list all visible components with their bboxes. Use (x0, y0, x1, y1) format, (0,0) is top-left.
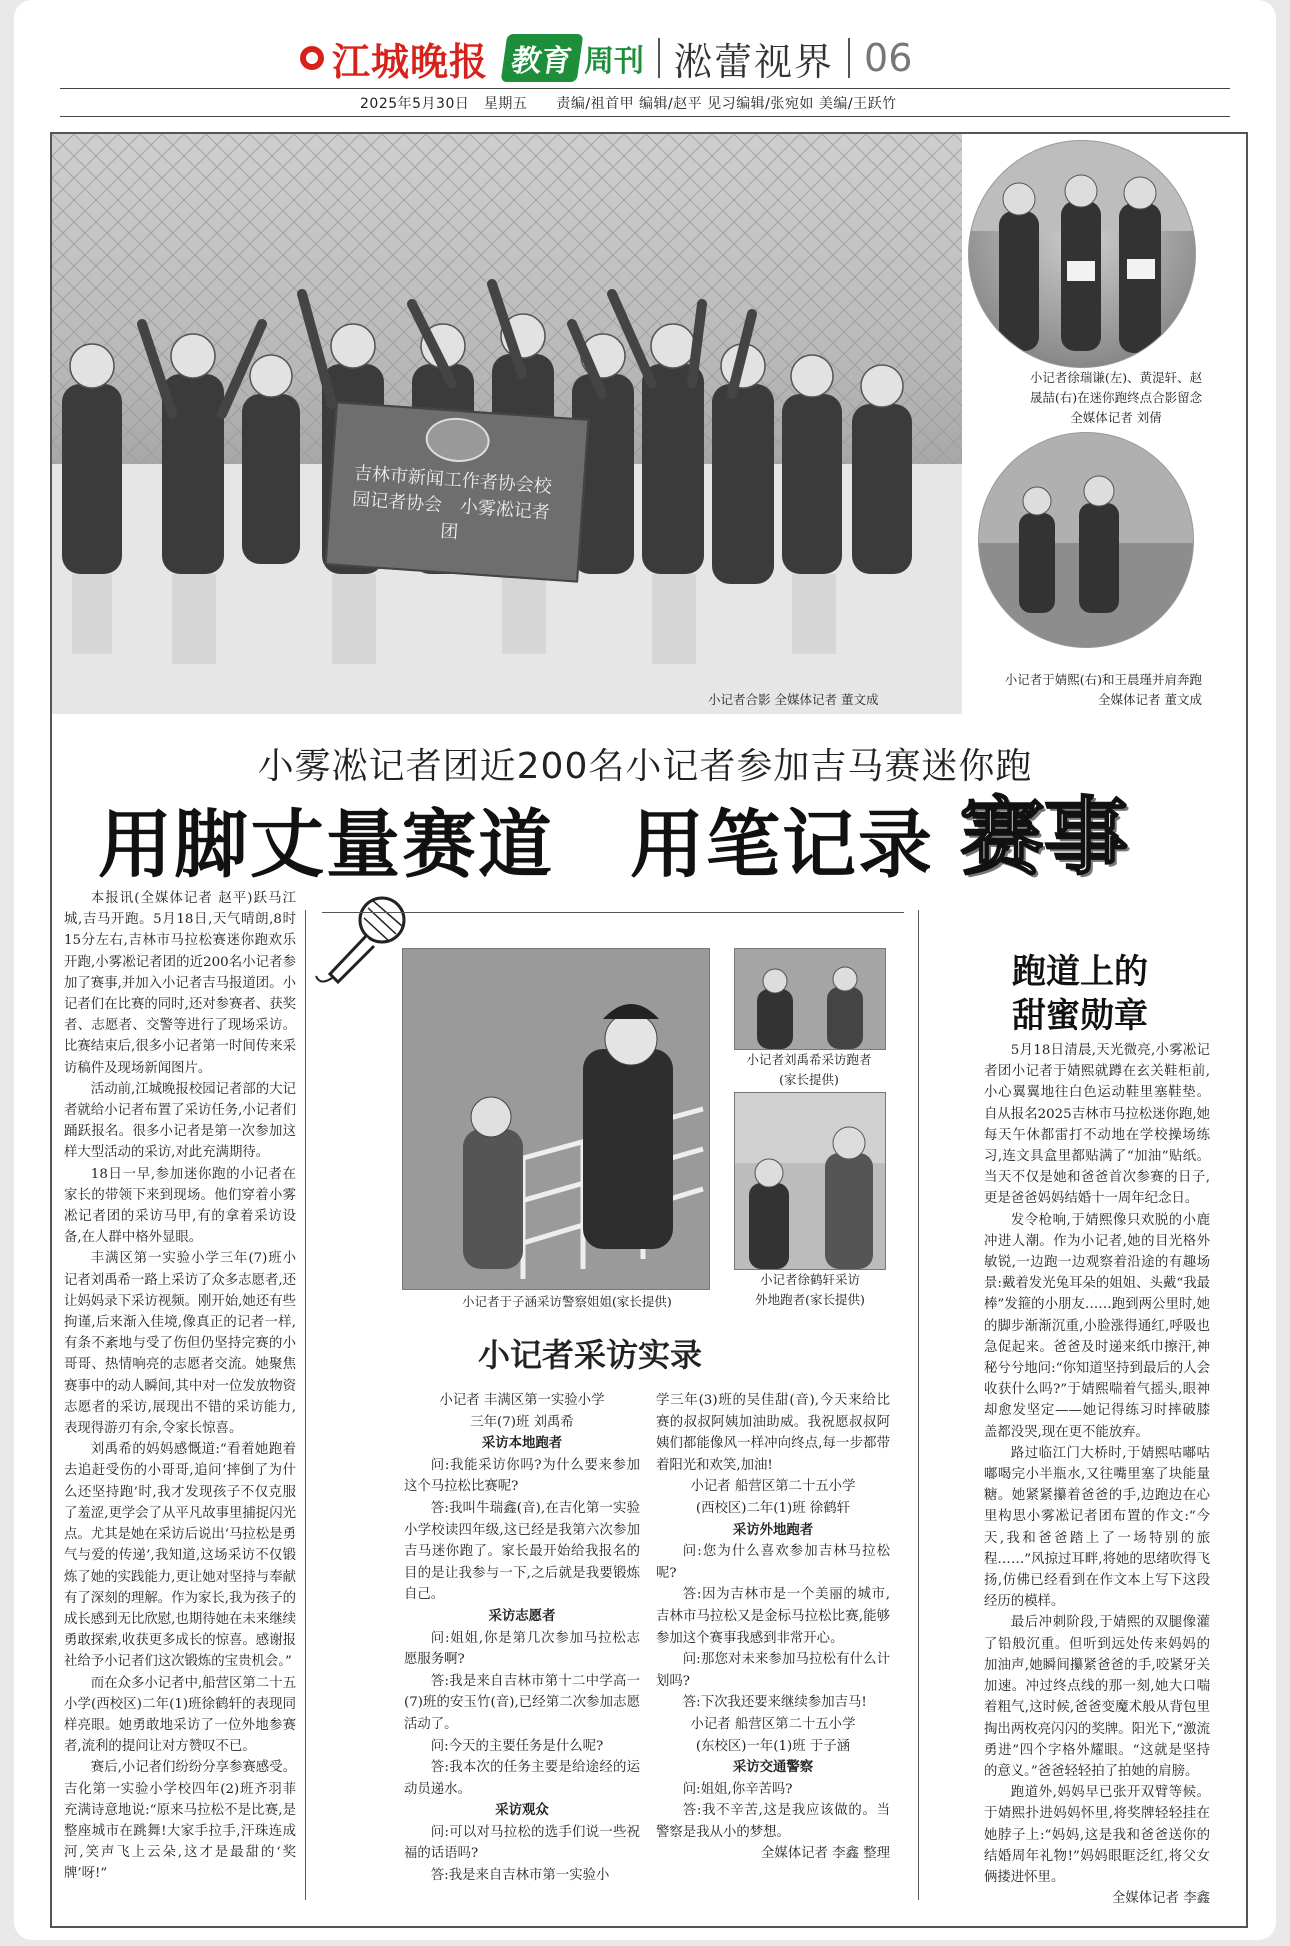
column-divider (305, 910, 306, 1900)
dateline: 2025年5月30日 星期五 责编/祖首甲 编辑/赵平 见习编辑/张宛如 美编/王跃竹 (360, 96, 897, 112)
banner-text: 吉林市新闻工作者协会校园记者协会 小雾凇记者团 (351, 462, 553, 544)
interview-line: 问:姐姐,你是第几次参加马拉松志愿服务啊? (404, 1630, 640, 1668)
side-paragraph: 5月18日清晨,天光微亮,小雾凇记者团小记者于婧熙就蹲在玄关鞋柜前,小心翼翼地往白色运动鞋里塞鞋垫。自从报名2025吉林市马拉松迷你跑,她每天午休都雷打不动地在学校操场练习,连文具盒里都贴满了“加油”贴纸。当天不仅是她和爸爸首次参赛的日子,更是爸爸妈妈结婚十一周年纪念日。 (984, 1043, 1210, 1207)
paper-logo-icon (300, 46, 324, 70)
banner-emblem-icon (424, 416, 491, 464)
side-paragraph: 发令枪响,于婧熙像只欢脱的小鹿冲进人潮。作为小记者,她的目光格外敏锐,一边跑一边观察着沿途的有趣场景:戴着发光兔耳朵的姐姐、头戴“我最棒”发箍的小朋友……跑到两公里时,她的脚步渐渐沉重,小脸涨得通红,呼吸也急促起来。爸爸及时递来纸巾擦汗,神秘兮兮地问:“你知道坚持到最后的人会收获什么吗?”于婧熙喘着气摇头,眼神却愈发坚定——她记得练习时摔破膝盖都没哭,现在更不能放弃。 (984, 1212, 1210, 1440)
interview-col-2 (656, 1390, 890, 1865)
headline-accent: 赛事 (960, 787, 1129, 886)
photo-rb-caption-line: 小记者徐鹤轩采访 (759, 1272, 860, 1287)
interview-col-1 (404, 1390, 640, 1887)
interview-line: 问:您为什么喜欢参加吉林马拉松呢? (656, 1544, 890, 1581)
circle2-caption-line: 全媒体记者 董文成 (1098, 692, 1202, 707)
divider (658, 38, 660, 78)
interview-byline: 全媒体记者 李鑫 整理 (760, 1846, 890, 1862)
interview-subhead: 采访本地跑者 (481, 1435, 563, 1452)
article-paragraph: 赛后,小记者们纷纷分享参赛感受。吉化第一实验小学校四年(2)班齐羽菲充满诗意地说:“原来马拉松不是比赛,是整座城市在跳舞!大家手拉手,汗珠连成河,笑声飞上云朵,这才是最甜的‘奖牌’呀!” (64, 1760, 296, 1882)
interview-line: 答:我本次的任务主要是给途经的运动员递水。 (404, 1760, 640, 1797)
interview-line: 答:我叫牛瑞鑫(音),在吉化第一实验小学校读四年级,这已经是我第六次参加吉马迷你跑了。家长最开始给我报名的目的是让我参与一下,之后就是我要锻炼自己。 (404, 1500, 640, 1603)
photo-rt-caption-line: 小记者刘禹希采访跑者 (746, 1052, 872, 1067)
interview-reporter: 小记者 船营区第二十五小学 (690, 1479, 856, 1495)
interview-line: 答:我是来自吉林市第一实验小 (430, 1868, 610, 1884)
main-photo-caption: 小记者合影 全媒体记者 董文成 (708, 692, 879, 707)
paper-name: 江城晚报 (332, 38, 489, 84)
interview-subhead: 采访外地跑者 (732, 1521, 814, 1538)
edu-weekly-logo (504, 34, 644, 82)
photo-rt-caption-line: (家长提供) (779, 1072, 839, 1087)
circle1-caption-line: 晟喆(右)在迷你跑终点合影留念 (1029, 390, 1203, 405)
interview-line: 问:姐姐,你辛苦吗? (682, 1781, 793, 1797)
group-banner (325, 401, 590, 582)
circle1-caption (1010, 368, 1222, 428)
interview-reporter: 小记者 丰满区第一实验小学 (439, 1393, 605, 1408)
circle2-caption (956, 670, 1202, 710)
interview-reporter: (西校区)二年(1)班 徐鹤轩 (695, 1500, 851, 1516)
side-paragraph: 跑道外,妈妈早已张开双臂等候。于婧熙扑进妈妈怀里,将奖牌轻轻挂在她脖子上:“妈妈,这是我和爸爸送你的结婚周年礼物!”妈妈眼眶泛红,将父女俩搂进怀里。 (984, 1785, 1210, 1885)
interview-top-rule (322, 912, 904, 913)
side-title-line: 跑道上的 (1012, 952, 1148, 992)
interview-subhead: 采访志愿者 (488, 1607, 556, 1624)
runner-interview-illustration (735, 949, 885, 1049)
interview-line: 问:那您对未来参加马拉松有什么计划吗? (656, 1652, 890, 1689)
interview-reporter: 三年(7)班 刘禹希 (470, 1414, 574, 1430)
paper-logo (300, 31, 488, 86)
group-photo (52, 134, 962, 714)
headline-main: 用脚丈量赛道 用笔记录 (98, 802, 934, 888)
interview-line: 答:下次我还要来继续参加吉马! (682, 1695, 867, 1711)
interview-line: 问:可以对马拉松的选手们说一些祝福的话语吗? (404, 1824, 640, 1862)
page-number: 06 (864, 36, 913, 80)
interview-line: 答:我是来自吉林市第十二中学高一(7)班的安玉竹(音),已经第二次参加志愿活动了。 (404, 1673, 640, 1732)
interview-line: 答:因为吉林市是一个美丽的城市,吉林市马拉松又是金标马拉松比赛,能够参加这个赛事我感到非常开心。 (656, 1587, 890, 1646)
article-paragraph: 刘禹希的妈妈感慨道:“看着她跑着去追赶受伤的小哥哥,追问‘摔倒了为什么还坚持跑’时,我才发现孩子不仅克服了羞涩,更学会了从平凡故事里捕捉闪光点。尤其是她在采访后说出‘马拉松是勇气与爱的传递’,我知道,这场采访不仅锻炼了她的实践能力,更让她对坚持与奉献有了深刻的理解。作为家长,我为孩子的成长感到无比欣慰,也期待她在未来继续勇敢探索,收获更多成长的惊喜。感谢报社给予小记者们这次锻炼的宝贵机会。” (64, 1442, 296, 1670)
side-paragraph: 最后冲刺阶段,于婧熙的双腿像灌了铅般沉重。但听到远处传来妈妈的加油声,她瞬间攥紧爸爸的手,咬紧牙关加速。冲过终点线的那一刻,她大口喘着粗气,这时候,爸爸变魔术般从背包里掏出两枚亮闪闪的奖牌。阳光下,“激流勇进”四个字格外耀眼。“这就是坚持的意义。”爸爸轻轻拍了拍她的肩膀。 (984, 1615, 1210, 1779)
interview-reporter: 小记者 船营区第二十五小学 (690, 1716, 856, 1732)
section-name: 淞蕾视界 (674, 39, 835, 84)
finish-line-photo (968, 140, 1196, 368)
photo-rt-caption (734, 1050, 884, 1090)
running-illustration (979, 433, 1193, 647)
article-paragraph: 丰满区第一实验小学三年(7)班小记者刘禹希一路上采访了众多志愿者,还让妈妈录下采访视频。刚开始,她还有些拘谨,后来渐入佳境,像真正的记者一样,有条不紊地与受了伤但仍坚持完赛的小哥哥、热情响亮的志愿者交流。她聚焦赛事中的动人瞬间,其中对一位发放物资志愿者的采访,展现出不错的采访能力,表现得游刃有余,令家长惊喜。 (64, 1251, 296, 1437)
side-title-line: 甜蜜勋章 (1012, 996, 1148, 1036)
photo-rb-caption (730, 1270, 890, 1310)
edu-tag: 教育 (501, 34, 584, 82)
interview-subhead: 采访观众 (495, 1802, 549, 1819)
side-article-title (960, 950, 1200, 1038)
finish-line-illustration (969, 141, 1195, 367)
article-paragraph: 活动前,江城晚报校园记者部的大记者就给小记者布置了采访任务,小记者们踊跃报名。很多小记者是第一次参加这样大型活动的采访,对此充满期待。 (64, 1081, 296, 1161)
runner-interview-photo (734, 948, 886, 1050)
edu-week: 周刊 (584, 44, 645, 79)
photo-rb-caption-line: 外地跑者(家长提供) (755, 1292, 865, 1307)
interview-line: 学三年(3)班的吴佳甜(音),今天来给比赛的叔叔阿姨加油助威。我祝愿叔叔阿姨们都能像风一样冲向终点,每一步都带着阳光和欢笑,加油! (656, 1393, 890, 1473)
interview-reporter: (东校区)一年(1)班 于子涵 (695, 1738, 851, 1754)
header-rule (60, 88, 1230, 89)
masthead (300, 28, 912, 88)
interview-title: 小记者采访实录 (477, 1336, 702, 1374)
side-byline: 全媒体记者 李鑫 (1112, 1891, 1210, 1907)
interview-line: 问:今天的主要任务是什么呢? (430, 1738, 604, 1754)
article-paragraph: 而在众多小记者中,船营区第二十五小学(西校区)二年(1)班徐鹤轩的表现同样亮眼。她勇敢地采访了一位外地参赛者,流利的提问让对方赞叹不已。 (64, 1675, 296, 1755)
side-article-col (984, 1040, 1210, 1909)
column-divider (918, 910, 919, 1900)
circle1-caption-line: 全媒体记者 刘倩 (1070, 410, 1162, 425)
circle1-caption-line: 小记者徐瑞谦(左)、黄湜轩、赵 (1029, 370, 1203, 385)
out-of-town-runner-photo (734, 1092, 886, 1270)
running-photo (978, 432, 1194, 648)
interview-line: 答:我不辛苦,这是我应该做的。当警察是我从小的梦想。 (656, 1803, 890, 1840)
interview-subhead: 采访交通警察 (732, 1759, 814, 1776)
photo-left-caption: 小记者于子涵采访警察姐姐(家长提供) (462, 1294, 672, 1309)
interview-line: 问:我能采访你吗?为什么要来参加这个马拉松比赛呢? (404, 1457, 640, 1495)
police-interview-illustration (403, 949, 709, 1289)
article-paragraph: 18日一早,参加迷你跑的小记者在家长的带领下来到现场。他们穿着小雾凇记者团的采访马甲,有的拿着采访设备,在人群中格外显眼。 (64, 1166, 296, 1246)
article-paragraph: 本报讯(全媒体记者 赵平)跃马江城,吉马开跑。5月18日,天气晴朗,8时15分左右,吉林市马拉松赛迷你跑欢乐开跑,小雾凇记者团的近200名小记者参加了赛事,并加入小记者吉马报道团。小记者们在比赛的同时,还对参赛者、获奖者、志愿者、交警等进行了现场采访。比赛结束后,很多小记者第一时间传来采访稿件及现场新闻图片。 (64, 891, 296, 1076)
main-article-col (64, 888, 296, 1885)
headline-kicker: 小雾凇记者团近200名小记者参加吉马赛迷你跑 (257, 746, 1033, 787)
side-paragraph: 路过临江门大桥时,于婧熙咕嘟咕嘟喝完小半瓶水,又往嘴里塞了块能量糖。她紧紧攥着爸爸的手,边跑边在心里构思小雾凇记者团布置的作文:“今天,我和爸爸踏上了一场特别的旅程……”风掠过耳畔,将她的思绪吹得飞扬,仿佛已经看到在作文本上写下这段经历的模样。 (984, 1445, 1210, 1610)
circle2-caption-line: 小记者于婧熙(右)和王晨瑾并肩奔跑 (1004, 672, 1202, 687)
header-rule (60, 116, 1230, 117)
police-interview-photo (402, 948, 710, 1290)
divider (848, 38, 850, 78)
out-of-town-runner-illustration (735, 1093, 885, 1269)
